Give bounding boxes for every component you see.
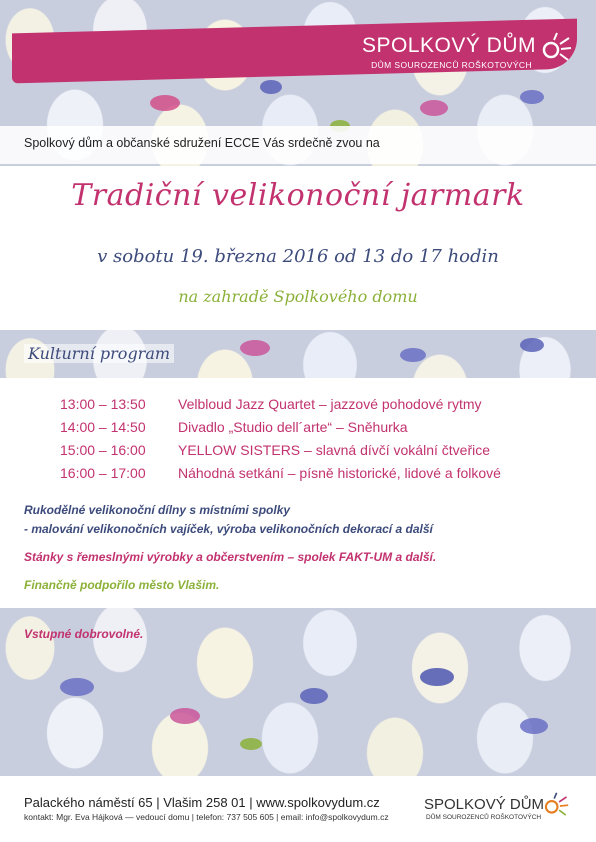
program-row: [60, 396, 501, 419]
program-time: 16:00 – 17:00: [60, 465, 146, 481]
program-time: 14:00 – 14:50: [60, 419, 146, 435]
workshops-line-2: - malování velikonočních vajíček, výroba velikonočních dekorací a další: [24, 522, 433, 536]
sun-logo-icon: [538, 32, 572, 66]
footer-logo-title: SPOLKOVÝ DŮM: [424, 796, 545, 813]
program-time: 15:00 – 16:00: [60, 442, 146, 458]
program-time: 13:00 – 13:50: [60, 396, 146, 412]
event-title: Tradiční velikonoční jarmark: [71, 178, 525, 213]
funding-text: Finančně podpořilo město Vlašim.: [24, 578, 220, 592]
program-list: [60, 396, 501, 488]
program-desc: Velbloud Jazz Quartet – jazzové pohodové rytmy: [178, 396, 482, 412]
entry-text: Vstupné dobrovolné.: [24, 627, 144, 641]
program-row: [60, 442, 501, 465]
stalls-text: Stánky s řemeslnými výrobky a občerstvením – spolek FAKT-UM a další.: [24, 550, 437, 564]
footer-contact: kontakt: Mgr. Eva Hájková — vedoucí domu | telefon: 737 505 605 | email: info@spolkovydum.cz: [24, 812, 389, 822]
program-desc: Divadlo „Studio dell´arte“ – Sněhurka: [178, 419, 408, 435]
program-desc: YELLOW SISTERS – slavná dívčí vokální čtveřice: [178, 442, 491, 458]
program-desc: Náhodná setkání – písně historické, lidové a folkové: [178, 465, 501, 481]
workshops-line-1: Rukodělné velikonoční dílny s místními spolky: [24, 503, 291, 517]
program-row: [60, 465, 501, 488]
invite-text: Spolkový dům a občanské sdružení ECCE Vás srdečně zvou na: [24, 136, 380, 150]
footer-logo-subtitle: DŮM SOUROZENCŮ ROŠKOTOVÝCH: [426, 814, 542, 821]
program-heading: Kulturní program: [24, 344, 174, 363]
header-logo-subtitle: DŮM SOUROZENCŮ ROŠKOTOVÝCH: [371, 60, 532, 70]
event-place: na zahradě Spolkového domu: [178, 287, 418, 306]
footer-address: Palackého náměstí 65 | Vlašim 258 01 | www.spolkovydum.cz: [24, 795, 380, 810]
program-row: [60, 419, 501, 442]
sun-logo-icon: [540, 792, 570, 820]
header-logo-title: SPOLKOVÝ DŮM: [361, 34, 536, 57]
event-date: v sobotu 19. března 2016 od 13 do 17 hodin: [97, 246, 499, 267]
